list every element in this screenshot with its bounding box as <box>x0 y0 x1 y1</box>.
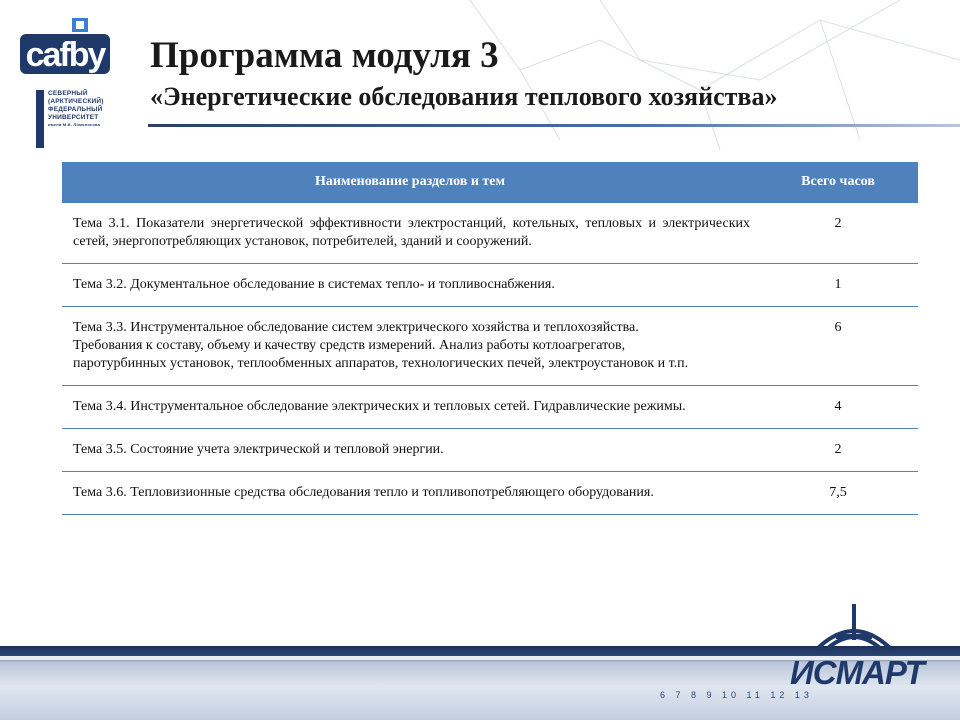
logo-line: (АРКТИЧЕСКИЙ) <box>48 98 104 105</box>
logo-small-line: имени М.В. Ломоносова <box>48 122 101 127</box>
table-row <box>62 203 918 264</box>
topic-hours: 4 <box>758 386 918 429</box>
page-subtitle: «Энергетические обследования теплового хозяйства» <box>150 82 778 111</box>
footer-ruler: 6 7 8 9 10 11 12 13 <box>660 690 813 700</box>
table-header-row <box>62 162 918 203</box>
cafby-logo-icon <box>20 18 110 76</box>
topic-name: Тема 3.1. Показатели энергетической эффективности электростанций, котельных, тепловых и электрических сетей, энергопотребляющих установок, потребителей, зданий и сооружений. <box>62 203 758 264</box>
ismart-logo-text: ИСМАРТ <box>790 654 924 691</box>
program-table <box>62 162 918 515</box>
table-row <box>62 429 918 472</box>
svg-text:cafby: cafby <box>25 36 105 74</box>
topic-name: Тема 3.4. Инструментальное обследование электрических и тепловых сетей. Гидравлические режимы. <box>62 386 758 429</box>
topic-hours: 2 <box>758 429 918 472</box>
table-row <box>62 307 918 386</box>
topic-hours: 1 <box>758 264 918 307</box>
header-topic: Наименование разделов и тем <box>62 162 758 203</box>
table-row <box>62 264 918 307</box>
table-row <box>62 386 918 429</box>
topic-name: Тема 3.5. Состояние учета электрической и тепловой энергии. <box>62 429 758 472</box>
logo-line: УНИВЕРСИТЕТ <box>48 114 99 121</box>
page-title: Программа модуля 3 <box>150 35 499 76</box>
topic-name: Тема 3.3. Инструментальное обследование систем электрического хозяйства и теплохозяйства. Требования к составу, объему и качеству средств измерений. Анализ работы котлоагрегатов, паротурбинных установок, теплообменных аппаратов, технологических печей, электроустановок и т.п. <box>62 307 758 386</box>
logo-bar <box>36 90 44 148</box>
header-hours: Всего часов <box>758 162 918 203</box>
topic-name: Тема 3.6. Тепловизионные средства обследования тепло и топливопотребляющего оборудования. <box>62 472 758 515</box>
topic-hours: 7,5 <box>758 472 918 515</box>
university-logo <box>14 14 116 144</box>
logo-line: СЕВЕРНЫЙ <box>48 90 88 97</box>
topic-name: Тема 3.2. Документальное обследование в системах тепло- и топливоснабжения. <box>62 264 758 307</box>
title-underline <box>148 124 960 127</box>
topic-hours: 2 <box>758 203 918 264</box>
table-row <box>62 472 918 515</box>
university-name <box>48 90 112 128</box>
topic-hours: 6 <box>758 307 918 386</box>
logo-line: ФЕДЕРАЛЬНЫЙ <box>48 106 103 113</box>
